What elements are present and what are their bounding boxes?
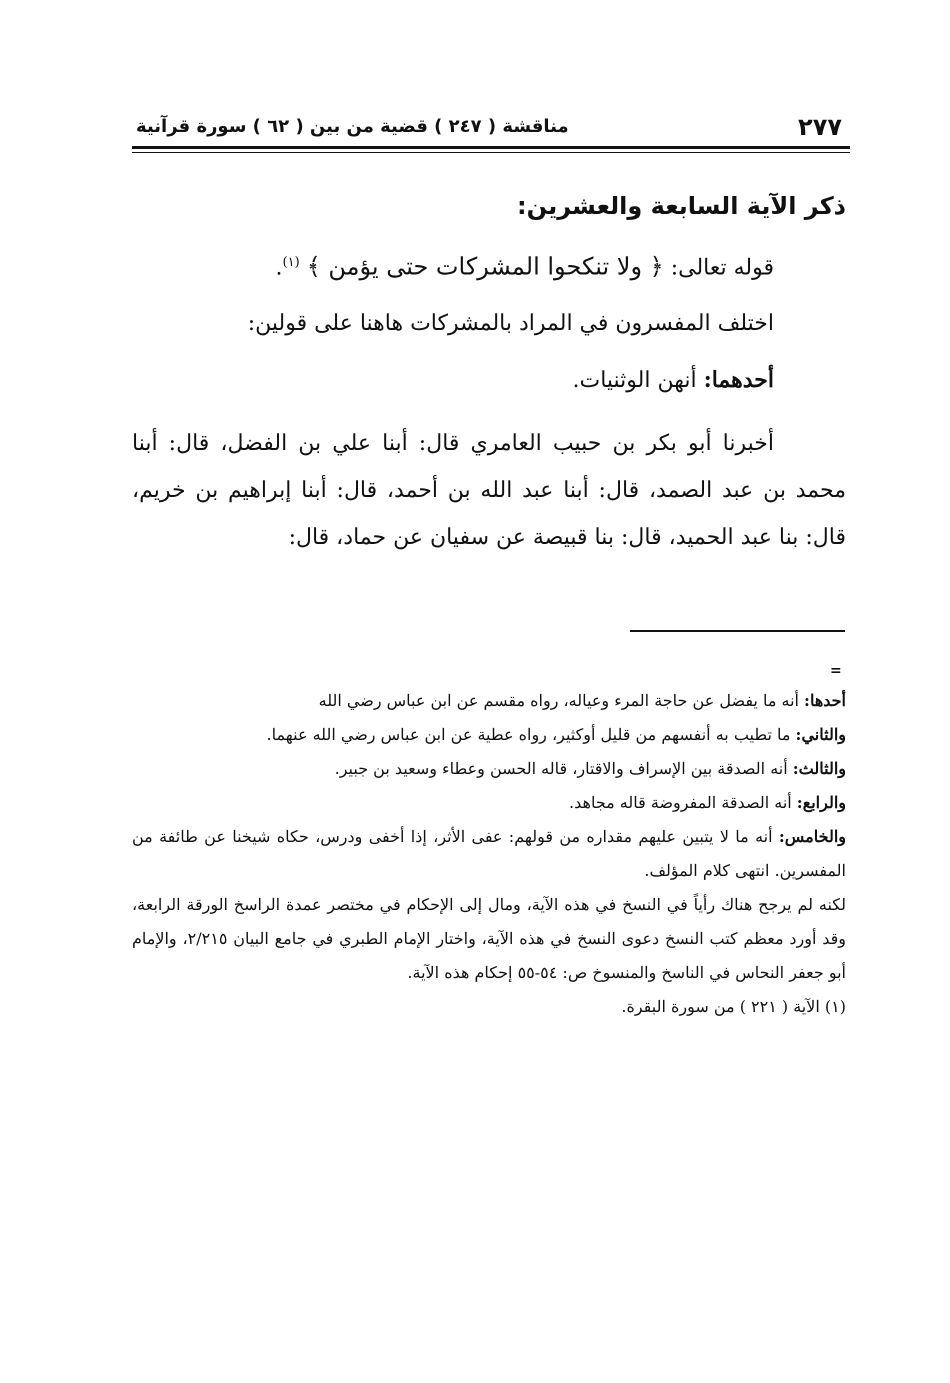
- footnote-item-text: أنه الصدقة المفروضة قاله مجاهد.: [569, 793, 797, 812]
- footnote-item-text: أنه ما يفضل عن حاجة المرء وعياله، رواه مقسم عن ابن عباس رضي الله: [318, 691, 805, 710]
- footnote-item-label: والثاني:: [795, 725, 846, 744]
- header-rule-thin: [132, 152, 850, 153]
- footnote-item: [132, 820, 846, 888]
- first-opinion-label: أحدهما:: [703, 367, 774, 394]
- verse-line: [132, 246, 846, 285]
- verse-end: .: [275, 255, 283, 281]
- disagreement-line: اختلف المفسرون في المراد بالمشركات هاهنا على قولين:: [247, 311, 774, 337]
- footnote-item-text: أنه الصدقة بين الإسراف والاقتار، قاله الحسن وعطاء وسعيد بن جبير.: [334, 759, 793, 778]
- footnote-item: [132, 684, 846, 718]
- footnote-item-label: والخامس:: [778, 827, 846, 846]
- editor-note: لكنه لم يرجح هناك رأياً في النسخ في هذه الآية، ومال إلى الإحكام في مختصر عمدة الراسخ الورقة الرابعة، وقد أورد معظم كتب النسخ دعوى النسخ في هذه الآية، واختار الإمام الطبري في جامع البيان ٢/٢١٥، والإمام أبو جعفر النحاس في الناسخ والمنسوخ ص: ٥٤-٥٥ إحكام هذه الآية.: [132, 895, 846, 982]
- main-text: [132, 180, 846, 561]
- chain-text: أخبرنا أبو بكر بن حبيب العامري قال: أبنا علي بن الفضل، قال: أبنا محمد بن عبد الصمد، قال: أبنا عبد الله بن أحمد، قال: أبنا إبراهيم بن خريم، قال: بنا عبد الحميد، قال: بنا قبيصة عن سفيان عن حماد، قال:: [132, 431, 846, 551]
- section-heading: ذكر الآية السابعة والعشرين:: [517, 192, 846, 220]
- footnote-item: [132, 718, 846, 752]
- footnote-item-text: أنه ما لا يتبين عليهم مقداره من قولهم: عفى الأثر، إذا أخفى ودرس، حكاه شيخنا عن طائفة من المفسرين. انتهى كلام المؤلف.: [132, 827, 846, 880]
- footnote-item: [132, 752, 846, 786]
- footnote-continuation-mark: =: [830, 663, 842, 679]
- chain-paragraph: [132, 420, 846, 561]
- footnote-separator: [630, 630, 845, 632]
- verse-text: ﴿ ولا تنكحوا المشركات حتى يؤمن ﴾: [306, 252, 664, 281]
- footnote-item-label: أحدها:: [804, 691, 846, 710]
- verse-intro: قوله تعالى:: [663, 255, 774, 281]
- first-opinion-line: [132, 363, 846, 398]
- footnote-item-text: ما تطيب به أنفسهم من قليل أوكثير، رواه عطية عن ابن عباس رضي الله عنهما.: [266, 725, 796, 744]
- footnote-1: (١) الآية ( ٢٢١ ) من سورة البقرة.: [621, 997, 846, 1016]
- footnote-ref-1: (١): [282, 255, 300, 270]
- header-rule-thick: [132, 146, 850, 149]
- page-header: [132, 108, 848, 146]
- footnote-item: [132, 786, 846, 820]
- footnote-item-label: والثالث:: [792, 759, 846, 778]
- first-opinion-text: أنهن الوثنيات.: [572, 368, 704, 394]
- running-title: مناقشة ( ٢٤٧ ) قضية من بين ( ٦٢ ) سورة قرآنية: [136, 116, 569, 137]
- page-number: ٢٧٧: [798, 113, 842, 141]
- footnotes: [132, 684, 846, 1024]
- footnote-item-label: والرابع:: [796, 793, 846, 812]
